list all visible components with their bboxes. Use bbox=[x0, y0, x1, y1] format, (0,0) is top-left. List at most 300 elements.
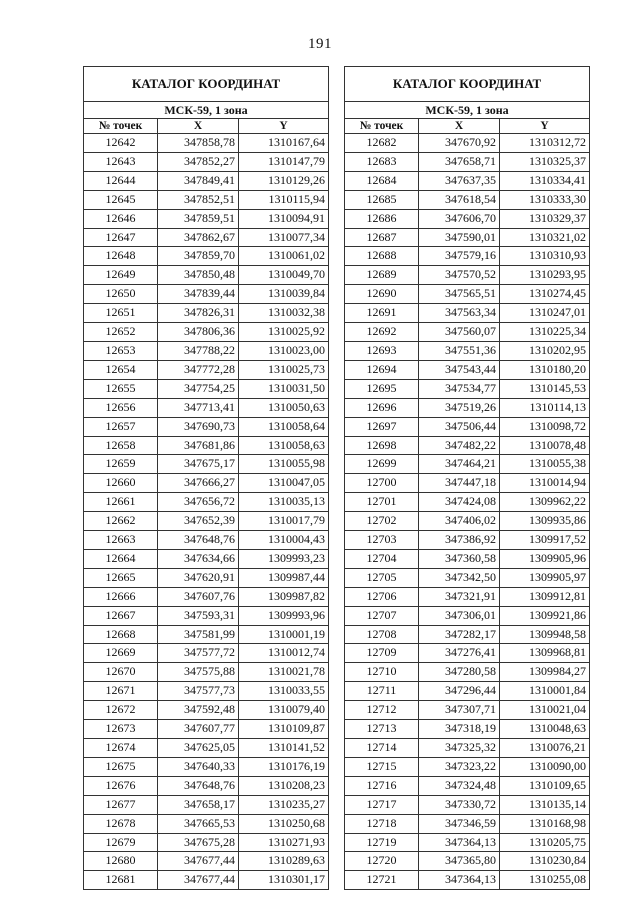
x-coordinate-cell: 347406,02 bbox=[419, 512, 500, 531]
x-coordinate-cell: 347360,58 bbox=[419, 549, 500, 568]
y-coordinate-cell: 1310031,50 bbox=[239, 379, 329, 398]
table-row bbox=[84, 549, 329, 568]
y-coordinate-cell: 1309987,44 bbox=[239, 568, 329, 587]
point-number-cell: 12667 bbox=[84, 606, 158, 625]
point-number-cell: 12643 bbox=[84, 152, 158, 171]
table-row bbox=[84, 379, 329, 398]
table-row bbox=[345, 739, 590, 758]
catalog-zone: МСК-59, 1 зона bbox=[84, 102, 329, 119]
x-coordinate-cell: 347806,36 bbox=[158, 323, 239, 342]
point-number-cell: 12715 bbox=[345, 757, 419, 776]
y-coordinate-cell: 1310058,64 bbox=[239, 417, 329, 436]
point-number-cell: 12720 bbox=[345, 852, 419, 871]
y-coordinate-cell: 1310001,84 bbox=[500, 682, 590, 701]
point-number-cell: 12680 bbox=[84, 852, 158, 871]
point-number-cell: 12691 bbox=[345, 304, 419, 323]
y-coordinate-cell: 1309987,82 bbox=[239, 587, 329, 606]
table-row bbox=[345, 304, 590, 323]
point-number-cell: 12676 bbox=[84, 776, 158, 795]
x-coordinate-cell: 347570,52 bbox=[419, 266, 500, 285]
table-row bbox=[345, 512, 590, 531]
table-row bbox=[84, 776, 329, 795]
table-row bbox=[84, 455, 329, 474]
table-row bbox=[345, 587, 590, 606]
table-row bbox=[84, 266, 329, 285]
point-number-cell: 12719 bbox=[345, 833, 419, 852]
column-header-x: X bbox=[419, 119, 500, 134]
y-coordinate-cell: 1310274,45 bbox=[500, 285, 590, 304]
y-coordinate-cell: 1310312,72 bbox=[500, 134, 590, 153]
y-coordinate-cell: 1310098,72 bbox=[500, 417, 590, 436]
table-row bbox=[84, 682, 329, 701]
point-number-cell: 12706 bbox=[345, 587, 419, 606]
table-row bbox=[345, 398, 590, 417]
x-coordinate-cell: 347839,44 bbox=[158, 285, 239, 304]
table-row bbox=[84, 814, 329, 833]
x-coordinate-cell: 347666,27 bbox=[158, 474, 239, 493]
point-number-cell: 12671 bbox=[84, 682, 158, 701]
column-header-point-number: № точек bbox=[345, 119, 419, 134]
table-row bbox=[84, 398, 329, 417]
y-coordinate-cell: 1310109,65 bbox=[500, 776, 590, 795]
table-row bbox=[345, 701, 590, 720]
table-row bbox=[84, 417, 329, 436]
y-coordinate-cell: 1310114,13 bbox=[500, 398, 590, 417]
x-coordinate-cell: 347670,92 bbox=[419, 134, 500, 153]
table-row bbox=[84, 852, 329, 871]
y-coordinate-cell: 1310109,87 bbox=[239, 720, 329, 739]
y-coordinate-cell: 1309912,81 bbox=[500, 587, 590, 606]
point-number-cell: 12685 bbox=[345, 190, 419, 209]
point-number-cell: 12652 bbox=[84, 323, 158, 342]
x-coordinate-cell: 347324,48 bbox=[419, 776, 500, 795]
catalog-title: КАТАЛОГ КООРДИНАТ bbox=[345, 67, 590, 102]
y-coordinate-cell: 1310001,19 bbox=[239, 625, 329, 644]
y-coordinate-cell: 1310025,92 bbox=[239, 323, 329, 342]
y-coordinate-cell: 1309921,86 bbox=[500, 606, 590, 625]
x-coordinate-cell: 347282,17 bbox=[419, 625, 500, 644]
point-number-cell: 12679 bbox=[84, 833, 158, 852]
y-coordinate-cell: 1310329,37 bbox=[500, 209, 590, 228]
point-number-cell: 12664 bbox=[84, 549, 158, 568]
x-coordinate-cell: 347677,44 bbox=[158, 852, 239, 871]
coordinate-catalog-right bbox=[344, 66, 590, 890]
x-coordinate-cell: 347575,88 bbox=[158, 663, 239, 682]
column-header-point-number: № точек bbox=[84, 119, 158, 134]
table-row bbox=[345, 871, 590, 890]
table-row bbox=[345, 360, 590, 379]
column-header-x: X bbox=[158, 119, 239, 134]
y-coordinate-cell: 1310255,08 bbox=[500, 871, 590, 890]
y-coordinate-cell: 1310141,52 bbox=[239, 739, 329, 758]
y-coordinate-cell: 1310012,74 bbox=[239, 644, 329, 663]
x-coordinate-cell: 347754,25 bbox=[158, 379, 239, 398]
point-number-cell: 12698 bbox=[345, 436, 419, 455]
table-row bbox=[84, 720, 329, 739]
y-coordinate-cell: 1310055,98 bbox=[239, 455, 329, 474]
x-coordinate-cell: 347464,21 bbox=[419, 455, 500, 474]
x-coordinate-cell: 347534,77 bbox=[419, 379, 500, 398]
y-coordinate-cell: 1310004,43 bbox=[239, 531, 329, 550]
table-row bbox=[84, 663, 329, 682]
x-coordinate-cell: 347551,36 bbox=[419, 341, 500, 360]
point-number-cell: 12681 bbox=[84, 871, 158, 890]
table-row bbox=[345, 171, 590, 190]
y-coordinate-cell: 1310230,84 bbox=[500, 852, 590, 871]
x-coordinate-cell: 347850,48 bbox=[158, 266, 239, 285]
y-coordinate-cell: 1310250,68 bbox=[239, 814, 329, 833]
point-number-cell: 12648 bbox=[84, 247, 158, 266]
y-coordinate-cell: 1310225,34 bbox=[500, 323, 590, 342]
point-number-cell: 12657 bbox=[84, 417, 158, 436]
x-coordinate-cell: 347330,72 bbox=[419, 795, 500, 814]
x-coordinate-cell: 347581,99 bbox=[158, 625, 239, 644]
point-number-cell: 12644 bbox=[84, 171, 158, 190]
y-coordinate-cell: 1310247,01 bbox=[500, 304, 590, 323]
table-row bbox=[345, 795, 590, 814]
point-number-cell: 12666 bbox=[84, 587, 158, 606]
table-row bbox=[84, 360, 329, 379]
table-row bbox=[84, 228, 329, 247]
table-row bbox=[84, 134, 329, 153]
y-coordinate-cell: 1310021,04 bbox=[500, 701, 590, 720]
x-coordinate-cell: 347648,76 bbox=[158, 531, 239, 550]
table-row bbox=[345, 266, 590, 285]
table-row bbox=[84, 587, 329, 606]
point-number-cell: 12704 bbox=[345, 549, 419, 568]
point-number-cell: 12655 bbox=[84, 379, 158, 398]
x-coordinate-cell: 347307,71 bbox=[419, 701, 500, 720]
y-coordinate-cell: 1309993,23 bbox=[239, 549, 329, 568]
table-row bbox=[345, 757, 590, 776]
point-number-cell: 12714 bbox=[345, 739, 419, 758]
table-row bbox=[84, 739, 329, 758]
x-coordinate-cell: 347788,22 bbox=[158, 341, 239, 360]
y-coordinate-cell: 1310025,73 bbox=[239, 360, 329, 379]
y-coordinate-cell: 1309962,22 bbox=[500, 493, 590, 512]
point-number-cell: 12692 bbox=[345, 323, 419, 342]
y-coordinate-cell: 1310061,02 bbox=[239, 247, 329, 266]
point-number-cell: 12690 bbox=[345, 285, 419, 304]
x-coordinate-cell: 347342,50 bbox=[419, 568, 500, 587]
x-coordinate-cell: 347276,41 bbox=[419, 644, 500, 663]
table-row bbox=[84, 190, 329, 209]
table-row bbox=[345, 682, 590, 701]
table-row bbox=[84, 531, 329, 550]
point-number-cell: 12707 bbox=[345, 606, 419, 625]
table-row bbox=[345, 417, 590, 436]
table-row bbox=[84, 209, 329, 228]
table-row bbox=[84, 436, 329, 455]
x-coordinate-cell: 347681,86 bbox=[158, 436, 239, 455]
x-coordinate-cell: 347665,53 bbox=[158, 814, 239, 833]
y-coordinate-cell: 1310325,37 bbox=[500, 152, 590, 171]
y-coordinate-cell: 1309984,27 bbox=[500, 663, 590, 682]
y-coordinate-cell: 1310310,93 bbox=[500, 247, 590, 266]
y-coordinate-cell: 1310129,26 bbox=[239, 171, 329, 190]
table-row bbox=[84, 493, 329, 512]
y-coordinate-cell: 1310047,05 bbox=[239, 474, 329, 493]
x-coordinate-cell: 347296,44 bbox=[419, 682, 500, 701]
point-number-cell: 12709 bbox=[345, 644, 419, 663]
x-coordinate-cell: 347365,80 bbox=[419, 852, 500, 871]
table-row bbox=[345, 455, 590, 474]
y-coordinate-cell: 1309905,96 bbox=[500, 549, 590, 568]
point-number-cell: 12721 bbox=[345, 871, 419, 890]
point-number-cell: 12658 bbox=[84, 436, 158, 455]
x-coordinate-cell: 347648,76 bbox=[158, 776, 239, 795]
table-row bbox=[345, 285, 590, 304]
point-number-cell: 12668 bbox=[84, 625, 158, 644]
point-number-cell: 12663 bbox=[84, 531, 158, 550]
table-row bbox=[345, 776, 590, 795]
table-row bbox=[84, 701, 329, 720]
point-number-cell: 12711 bbox=[345, 682, 419, 701]
y-coordinate-cell: 1310049,70 bbox=[239, 266, 329, 285]
point-number-cell: 12684 bbox=[345, 171, 419, 190]
column-header-y: Y bbox=[500, 119, 590, 134]
point-number-cell: 12650 bbox=[84, 285, 158, 304]
point-number-cell: 12696 bbox=[345, 398, 419, 417]
y-coordinate-cell: 1309917,52 bbox=[500, 531, 590, 550]
x-coordinate-cell: 347858,78 bbox=[158, 134, 239, 153]
point-number-cell: 12700 bbox=[345, 474, 419, 493]
y-coordinate-cell: 1310293,95 bbox=[500, 266, 590, 285]
point-number-cell: 12660 bbox=[84, 474, 158, 493]
table-row bbox=[345, 493, 590, 512]
y-coordinate-cell: 1309993,96 bbox=[239, 606, 329, 625]
page-number: 191 bbox=[308, 36, 332, 52]
point-number-cell: 12716 bbox=[345, 776, 419, 795]
y-coordinate-cell: 1310147,79 bbox=[239, 152, 329, 171]
point-number-cell: 12678 bbox=[84, 814, 158, 833]
x-coordinate-cell: 347675,28 bbox=[158, 833, 239, 852]
x-coordinate-cell: 347620,91 bbox=[158, 568, 239, 587]
table-row bbox=[345, 833, 590, 852]
point-number-cell: 12673 bbox=[84, 720, 158, 739]
x-coordinate-cell: 347772,28 bbox=[158, 360, 239, 379]
point-number-cell: 12718 bbox=[345, 814, 419, 833]
table-row bbox=[345, 531, 590, 550]
x-coordinate-cell: 347652,39 bbox=[158, 512, 239, 531]
x-coordinate-cell: 347625,05 bbox=[158, 739, 239, 758]
y-coordinate-cell: 1310048,63 bbox=[500, 720, 590, 739]
y-coordinate-cell: 1310021,78 bbox=[239, 663, 329, 682]
table-row bbox=[84, 568, 329, 587]
x-coordinate-cell: 347690,73 bbox=[158, 417, 239, 436]
x-coordinate-cell: 347592,48 bbox=[158, 701, 239, 720]
x-coordinate-cell: 347607,76 bbox=[158, 587, 239, 606]
x-coordinate-cell: 347560,07 bbox=[419, 323, 500, 342]
y-coordinate-cell: 1310167,64 bbox=[239, 134, 329, 153]
table-row bbox=[345, 209, 590, 228]
table-row bbox=[84, 304, 329, 323]
x-coordinate-cell: 347859,51 bbox=[158, 209, 239, 228]
x-coordinate-cell: 347713,41 bbox=[158, 398, 239, 417]
point-number-cell: 12687 bbox=[345, 228, 419, 247]
x-coordinate-cell: 347607,77 bbox=[158, 720, 239, 739]
table-row bbox=[345, 323, 590, 342]
y-coordinate-cell: 1310180,20 bbox=[500, 360, 590, 379]
table-row bbox=[84, 757, 329, 776]
point-number-cell: 12659 bbox=[84, 455, 158, 474]
point-number-cell: 12651 bbox=[84, 304, 158, 323]
y-coordinate-cell: 1310289,63 bbox=[239, 852, 329, 871]
point-number-cell: 12669 bbox=[84, 644, 158, 663]
point-number-cell: 12694 bbox=[345, 360, 419, 379]
point-number-cell: 12686 bbox=[345, 209, 419, 228]
x-coordinate-cell: 347852,51 bbox=[158, 190, 239, 209]
table-row bbox=[84, 152, 329, 171]
x-coordinate-cell: 347658,17 bbox=[158, 795, 239, 814]
point-number-cell: 12695 bbox=[345, 379, 419, 398]
x-coordinate-cell: 347862,67 bbox=[158, 228, 239, 247]
y-coordinate-cell: 1310033,55 bbox=[239, 682, 329, 701]
table-row bbox=[345, 134, 590, 153]
y-coordinate-cell: 1310202,95 bbox=[500, 341, 590, 360]
x-coordinate-cell: 347386,92 bbox=[419, 531, 500, 550]
x-coordinate-cell: 347658,71 bbox=[419, 152, 500, 171]
point-number-cell: 12702 bbox=[345, 512, 419, 531]
table-row bbox=[345, 549, 590, 568]
catalog-zone: МСК-59, 1 зона bbox=[345, 102, 590, 119]
x-coordinate-cell: 347577,72 bbox=[158, 644, 239, 663]
x-coordinate-cell: 347565,51 bbox=[419, 285, 500, 304]
x-coordinate-cell: 347306,01 bbox=[419, 606, 500, 625]
point-number-cell: 12688 bbox=[345, 247, 419, 266]
x-coordinate-cell: 347543,44 bbox=[419, 360, 500, 379]
table-row bbox=[345, 474, 590, 493]
point-number-cell: 12710 bbox=[345, 663, 419, 682]
table-row bbox=[84, 341, 329, 360]
x-coordinate-cell: 347577,73 bbox=[158, 682, 239, 701]
point-number-cell: 12642 bbox=[84, 134, 158, 153]
y-coordinate-cell: 1310078,48 bbox=[500, 436, 590, 455]
table-row bbox=[345, 228, 590, 247]
x-coordinate-cell: 347849,41 bbox=[158, 171, 239, 190]
point-number-cell: 12665 bbox=[84, 568, 158, 587]
table-row bbox=[84, 644, 329, 663]
table-row bbox=[84, 323, 329, 342]
x-coordinate-cell: 347859,70 bbox=[158, 247, 239, 266]
table-row bbox=[345, 247, 590, 266]
table-row bbox=[345, 644, 590, 663]
x-coordinate-cell: 347656,72 bbox=[158, 493, 239, 512]
x-coordinate-cell: 347618,54 bbox=[419, 190, 500, 209]
x-coordinate-cell: 347364,13 bbox=[419, 871, 500, 890]
point-number-cell: 12674 bbox=[84, 739, 158, 758]
catalog-title: КАТАЛОГ КООРДИНАТ bbox=[84, 67, 329, 102]
y-coordinate-cell: 1310135,14 bbox=[500, 795, 590, 814]
x-coordinate-cell: 347606,70 bbox=[419, 209, 500, 228]
point-number-cell: 12682 bbox=[345, 134, 419, 153]
table-row bbox=[345, 190, 590, 209]
table-row bbox=[345, 720, 590, 739]
y-coordinate-cell: 1310035,13 bbox=[239, 493, 329, 512]
x-coordinate-cell: 347323,22 bbox=[419, 757, 500, 776]
x-coordinate-cell: 347346,59 bbox=[419, 814, 500, 833]
point-number-cell: 12683 bbox=[345, 152, 419, 171]
table-row bbox=[84, 795, 329, 814]
x-coordinate-cell: 347634,66 bbox=[158, 549, 239, 568]
point-number-cell: 12689 bbox=[345, 266, 419, 285]
table-row bbox=[84, 871, 329, 890]
x-coordinate-cell: 347852,27 bbox=[158, 152, 239, 171]
y-coordinate-cell: 1310115,94 bbox=[239, 190, 329, 209]
y-coordinate-cell: 1310055,38 bbox=[500, 455, 590, 474]
x-coordinate-cell: 347447,18 bbox=[419, 474, 500, 493]
x-coordinate-cell: 347364,13 bbox=[419, 833, 500, 852]
y-coordinate-cell: 1310023,00 bbox=[239, 341, 329, 360]
y-coordinate-cell: 1310014,94 bbox=[500, 474, 590, 493]
point-number-cell: 12713 bbox=[345, 720, 419, 739]
table-row bbox=[345, 379, 590, 398]
table-row bbox=[84, 833, 329, 852]
point-number-cell: 12661 bbox=[84, 493, 158, 512]
y-coordinate-cell: 1310094,91 bbox=[239, 209, 329, 228]
table-row bbox=[345, 852, 590, 871]
point-number-cell: 12701 bbox=[345, 493, 419, 512]
y-coordinate-cell: 1310145,53 bbox=[500, 379, 590, 398]
y-coordinate-cell: 1310017,79 bbox=[239, 512, 329, 531]
point-number-cell: 12654 bbox=[84, 360, 158, 379]
point-number-cell: 12649 bbox=[84, 266, 158, 285]
table-row bbox=[84, 512, 329, 531]
table-row bbox=[345, 814, 590, 833]
table-row bbox=[345, 341, 590, 360]
column-header-y: Y bbox=[239, 119, 329, 134]
table-row bbox=[84, 606, 329, 625]
x-coordinate-cell: 347325,32 bbox=[419, 739, 500, 758]
table-row bbox=[84, 171, 329, 190]
y-coordinate-cell: 1310176,19 bbox=[239, 757, 329, 776]
point-number-cell: 12717 bbox=[345, 795, 419, 814]
point-number-cell: 12697 bbox=[345, 417, 419, 436]
x-coordinate-cell: 347519,26 bbox=[419, 398, 500, 417]
coordinate-catalog-left bbox=[83, 66, 329, 890]
y-coordinate-cell: 1310321,02 bbox=[500, 228, 590, 247]
y-coordinate-cell: 1310334,41 bbox=[500, 171, 590, 190]
y-coordinate-cell: 1310050,63 bbox=[239, 398, 329, 417]
table-row bbox=[84, 247, 329, 266]
point-number-cell: 12712 bbox=[345, 701, 419, 720]
y-coordinate-cell: 1310077,34 bbox=[239, 228, 329, 247]
table-row bbox=[84, 474, 329, 493]
y-coordinate-cell: 1310168,98 bbox=[500, 814, 590, 833]
x-coordinate-cell: 347506,44 bbox=[419, 417, 500, 436]
point-number-cell: 12672 bbox=[84, 701, 158, 720]
y-coordinate-cell: 1309968,81 bbox=[500, 644, 590, 663]
table-row bbox=[345, 436, 590, 455]
point-number-cell: 12693 bbox=[345, 341, 419, 360]
y-coordinate-cell: 1310208,23 bbox=[239, 776, 329, 795]
table-row bbox=[345, 625, 590, 644]
x-coordinate-cell: 347637,35 bbox=[419, 171, 500, 190]
y-coordinate-cell: 1310301,17 bbox=[239, 871, 329, 890]
x-coordinate-cell: 347482,22 bbox=[419, 436, 500, 455]
table-row bbox=[345, 606, 590, 625]
x-coordinate-cell: 347640,33 bbox=[158, 757, 239, 776]
y-coordinate-cell: 1310235,27 bbox=[239, 795, 329, 814]
y-coordinate-cell: 1310039,84 bbox=[239, 285, 329, 304]
y-coordinate-cell: 1309948,58 bbox=[500, 625, 590, 644]
table-row bbox=[345, 663, 590, 682]
x-coordinate-cell: 347675,17 bbox=[158, 455, 239, 474]
point-number-cell: 12662 bbox=[84, 512, 158, 531]
x-coordinate-cell: 347318,19 bbox=[419, 720, 500, 739]
table-row bbox=[84, 285, 329, 304]
table-row bbox=[84, 625, 329, 644]
